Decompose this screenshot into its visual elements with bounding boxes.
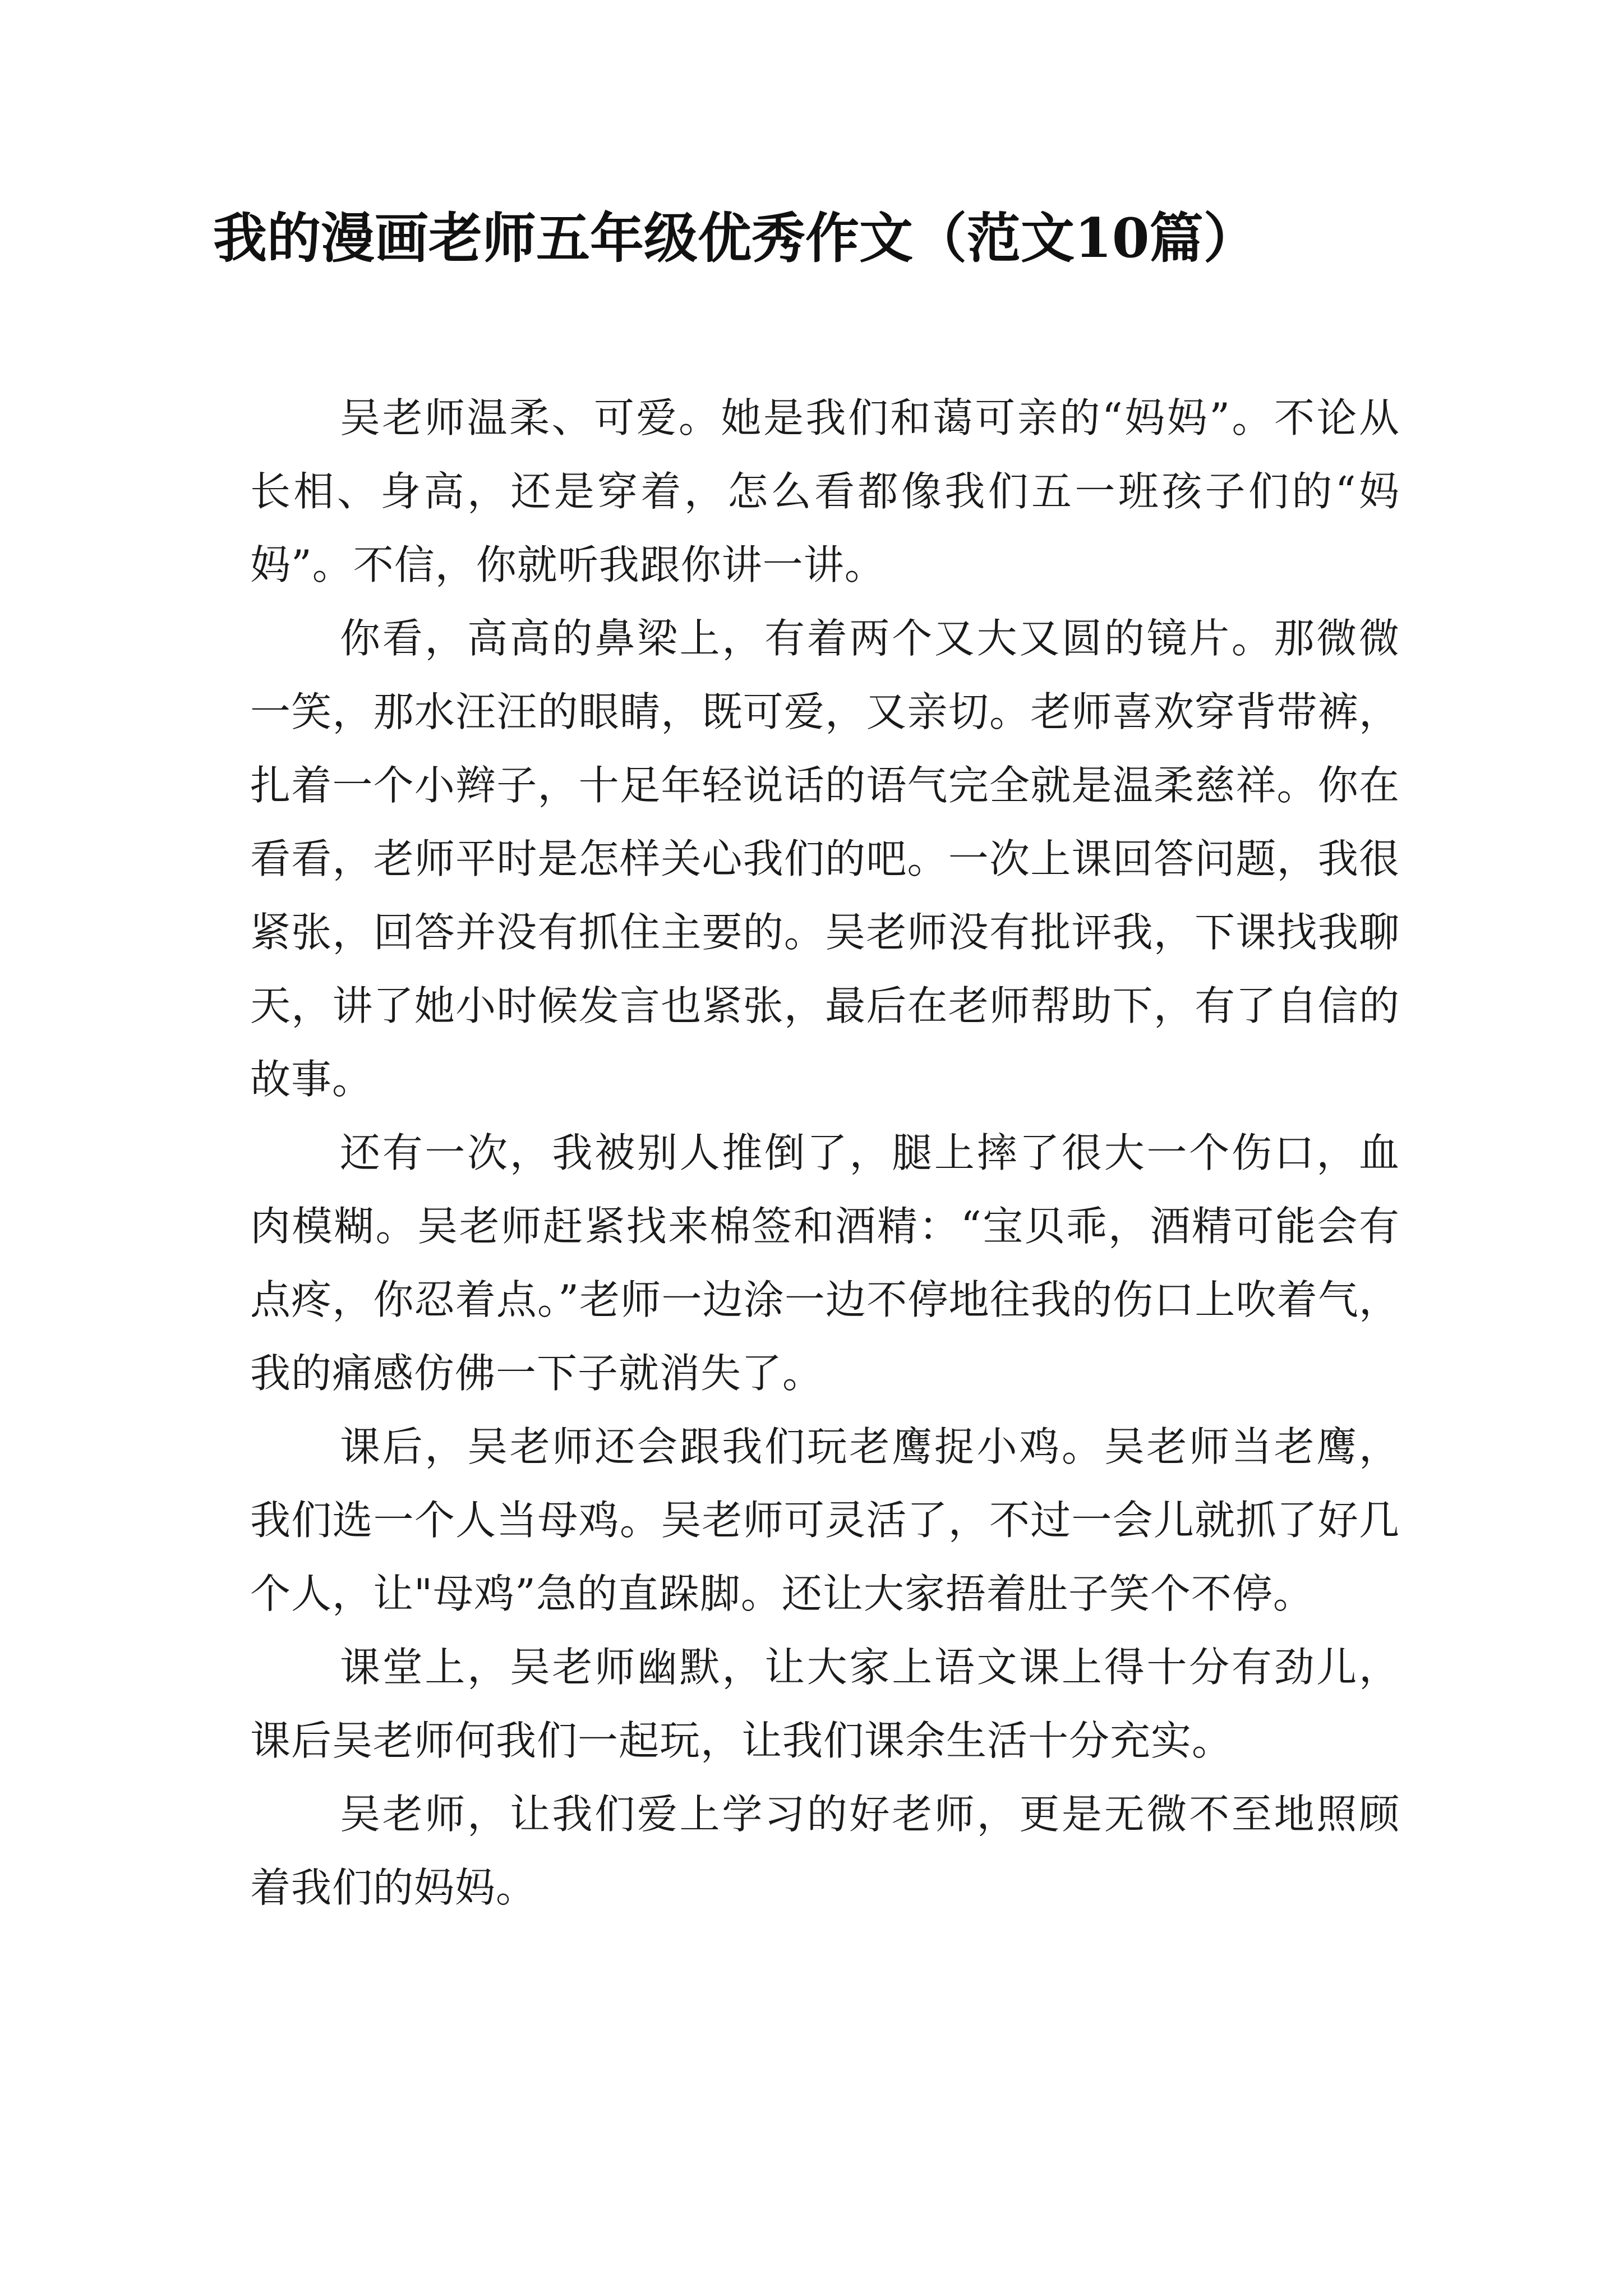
paragraph-1: 吴老师温柔、可爱。她是我们和蔼可亲的“妈妈”。不论从长相、身高，还是穿着，怎么看都像我们五一班孩子们的“妈妈”。不信，你就听我跟你讲一讲。	[250, 394, 1400, 588]
document-body	[250, 381, 1400, 1925]
document-title: 我的漫画老师五年级优秀作文（范文10篇）	[213, 206, 1257, 270]
paragraph-4: 课后，吴老师还会跟我们玩老鹰捉小鸡。吴老师当老鹰，我们选一个人当母鸡。吴老师可灵活了，不过一会儿就抓了好几个人，让"母鸡”急的直跺脚。还让大家捂着肚子笑个不停。	[250, 1423, 1400, 1617]
paragraph-2: 你看，高高的鼻梁上，有着两个又大又圆的镜片。那微微一笑，那水汪汪的眼睛，既可爱，又亲切。老师喜欢穿背带裤，扎着一个小辫子，十足年轻说话的语气完全就是温柔慈祥。你在看看，老师平时是怎样关心我们的吧。一次上课回答问题，我很紧张，回答并没有抓住主要的。吴老师没有批评我，下课找我聊天，讲了她小时候发言也紧张，最后在老师帮助下，有了自信的故事。	[250, 615, 1400, 1103]
paragraph-5: 课堂上，吴老师幽默，让大家上语文课上得十分有劲儿，课后吴老师何我们一起玩，让我们课余生活十分充实。	[250, 1644, 1400, 1764]
paragraph-6: 吴老师，让我们爱上学习的好老师，更是无微不至地照顾着我们的妈妈。	[250, 1791, 1400, 1911]
paragraph-3: 还有一次，我被别人推倒了，腿上摔了很大一个伤口，血肉模糊。吴老师赶紧找来棉签和酒精：“宝贝乖，酒精可能会有点疼，你忍着点。”老师一边涂一边不停地往我的伤口上吹着气，我的痛感仿佛一下子就消失了。	[250, 1129, 1400, 1397]
